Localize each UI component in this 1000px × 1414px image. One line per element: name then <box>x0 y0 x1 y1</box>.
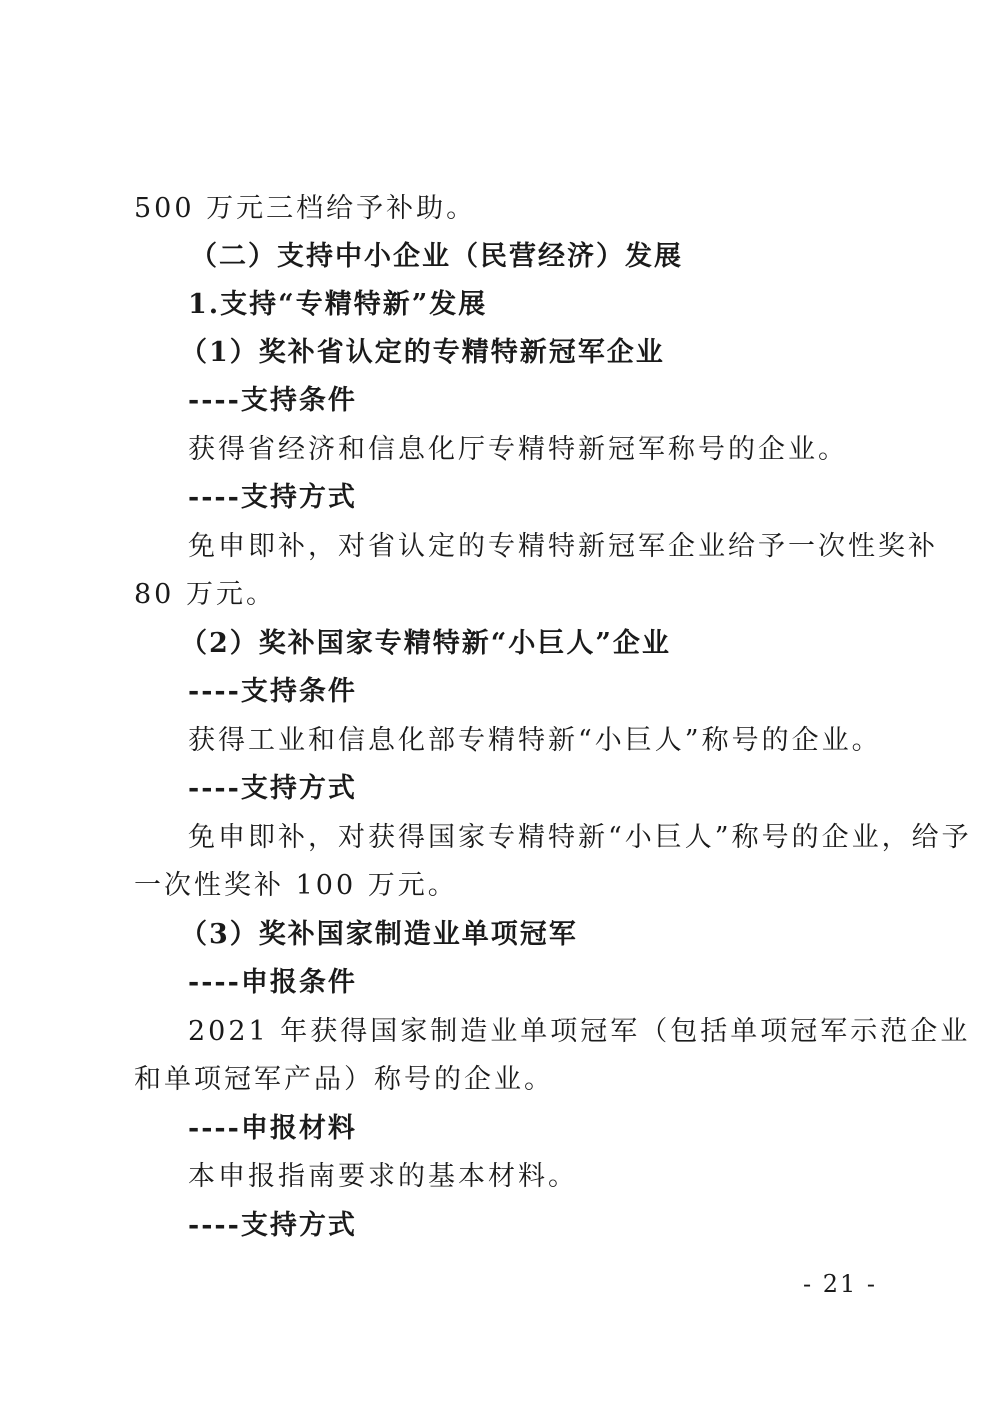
paragraph-method-2-line1: 免申即补，对获得国家专精特新“小巨人”称号的企业，给予 <box>188 822 972 853</box>
label-support-conditions-1: ----支持条件 <box>188 385 357 416</box>
page-number: - 21 - <box>802 1270 877 1298</box>
label-support-conditions-2: ----支持条件 <box>188 676 357 707</box>
item-heading-1: （1）奖补省认定的专精特新冠军企业 <box>180 337 665 368</box>
subsection-heading-1: 1.支持“专精特新”发展 <box>188 289 488 320</box>
item-heading-2: （2）奖补国家专精特新“小巨人”企业 <box>180 628 671 659</box>
label-support-method-1: ----支持方式 <box>188 482 357 513</box>
paragraph-conditions-2: 获得工业和信息化部专精特新“小巨人”称号的企业。 <box>188 725 882 756</box>
paragraph-method-1-line1: 免申即补，对省认定的专精特新冠军企业给予一次性奖补 <box>188 531 938 562</box>
label-support-method-2: ----支持方式 <box>188 773 357 804</box>
label-application-materials: ----申报材料 <box>188 1113 357 1144</box>
item-heading-3: （3）奖补国家制造业单项冠军 <box>180 919 578 950</box>
paragraph-method-2-line2: 一次性奖补 100 万元。 <box>134 870 458 901</box>
label-application-conditions: ----申报条件 <box>188 967 357 998</box>
label-support-method-3: ----支持方式 <box>188 1210 357 1241</box>
paragraph-application-conditions-line1: 2021 年获得国家制造业单项冠军（包括单项冠军示范企业 <box>188 1016 971 1047</box>
section-heading-2: （二）支持中小企业（民营经济）发展 <box>190 241 683 272</box>
paragraph-application-materials: 本申报指南要求的基本材料。 <box>188 1161 578 1192</box>
paragraph-continuation: 500 万元三档给予补助。 <box>134 193 477 224</box>
paragraph-conditions-1: 获得省经济和信息化厅专精特新冠军称号的企业。 <box>188 434 848 465</box>
paragraph-method-1-line2: 80 万元。 <box>134 579 276 610</box>
paragraph-application-conditions-line2: 和单项冠军产品）称号的企业。 <box>134 1064 554 1095</box>
